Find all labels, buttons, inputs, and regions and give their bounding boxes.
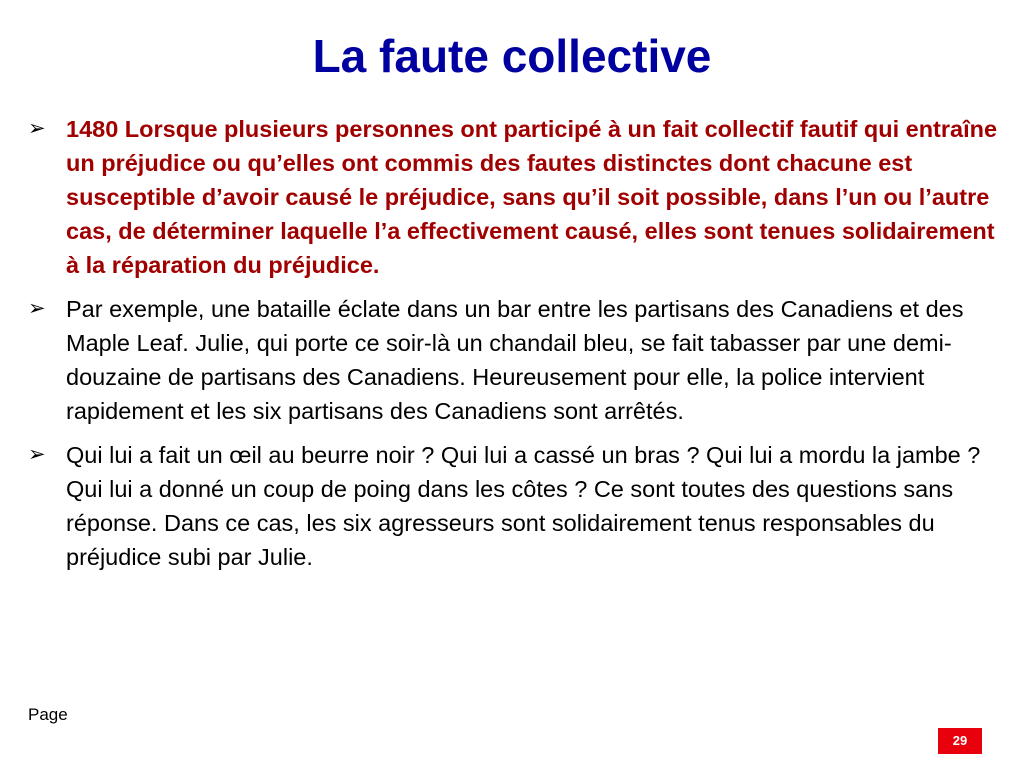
footer-page-label: Page	[28, 705, 68, 724]
bullet-item-article-1480	[28, 112, 998, 282]
bullet-item-example	[28, 292, 998, 428]
arrow-bullet-icon: ➢	[28, 443, 46, 466]
bullet-list	[28, 112, 998, 584]
arrow-bullet-icon: ➢	[28, 117, 46, 140]
bullet-item-questions	[28, 438, 998, 574]
bullet-text: Par exemple, une bataille éclate dans un bar entre les partisans des Canadiens et des Maple Leaf. Julie, qui porte ce soir-là un chandail bleu, se fait tabasser par une demi-douzaine de partisans des Canadiens. Heureusement pour elle, la police intervient rapidement et les six partisans des Canadiens sont arrêtés.	[66, 296, 964, 424]
bullet-text: Qui lui a fait un œil au beurre noir ? Qui lui a cassé un bras ? Qui lui a mordu la jambe ? Qui lui a donné un coup de poing dans les côtes ? Ce sont toutes des questions sans réponse. Dans ce cas, les six agresseurs sont solidairement tenus responsables du préjudice subi par Julie.	[66, 442, 981, 570]
bullet-text: 1480 Lorsque plusieurs personnes ont participé à un fait collectif fautif qui entraîne un préjudice ou qu’elles ont commis des fautes distinctes dont chacune est susceptible d’avoir causé le préjudice, sans qu’il soit possible, dans l’un ou l’autre cas, de déterminer laquelle l’a effectivement causé, elles sont tenues solidairement à la réparation du préjudice.	[66, 116, 998, 278]
arrow-bullet-icon: ➢	[28, 297, 46, 320]
slide-title: La faute collective	[312, 30, 712, 82]
page-number-badge: 29	[938, 728, 982, 754]
